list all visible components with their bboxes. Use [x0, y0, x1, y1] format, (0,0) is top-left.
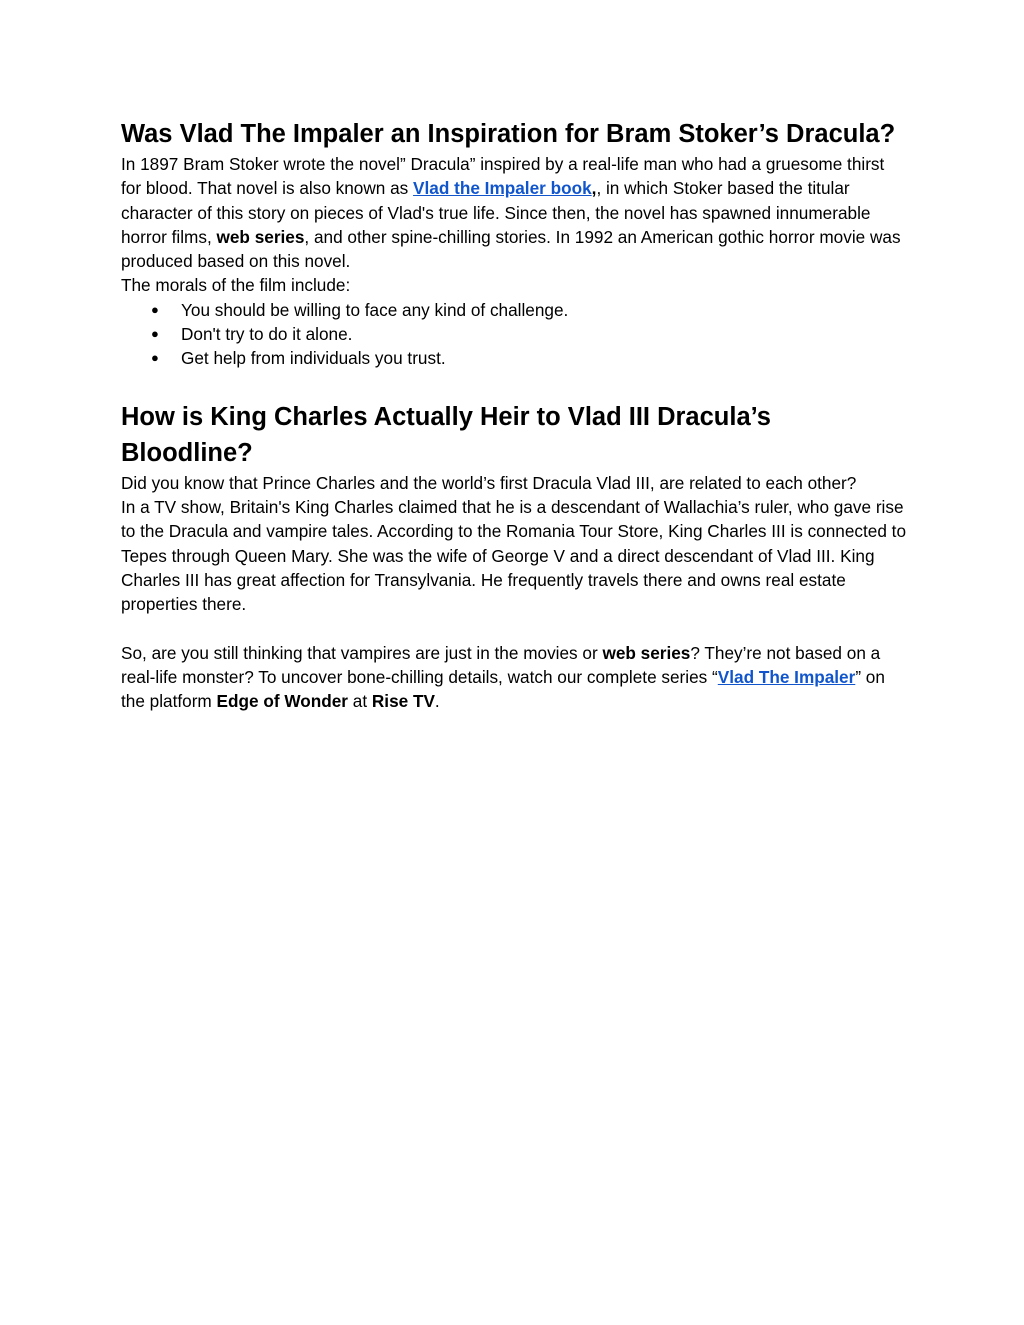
list-item	[121, 298, 906, 322]
paragraph-prince-charles-question: Did you know that Prince Charles and the world’s first Dracula Vlad III, are related to each other?	[121, 472, 857, 493]
paragraph-tv-show: In a TV show, Britain's King Charles claimed that he is a descendant of Wallachia’s ruler, who gave rise to the Dracula and vampire tales. According to the Romania Tour Store, King Charles III is connected to Tepes through Queen Mary. She was the wife of George V and a direct descendant of Vlad III. King Charles III has great affection for Transylvania. He frequently travels there and owns real estate properties there.	[121, 496, 906, 615]
link-vlad-impaler-book[interactable]: Vlad the Impaler book	[413, 178, 592, 199]
bullet-icon: ●	[151, 326, 159, 342]
paragraph-bram-stoker	[121, 152, 906, 273]
bold-edge-of-wonder: Edge of Wonder	[216, 691, 348, 712]
paragraph-closing	[121, 641, 906, 714]
document-page	[121, 116, 906, 714]
list-item-text: Get help from individuals you trust.	[181, 348, 446, 369]
text-run: ? They’re not based on a real-life monster? To uncover bone-chilling details, watch our complete series “	[121, 642, 881, 688]
bullet-icon: ●	[151, 301, 159, 317]
list-item-text: Don't try to do it alone.	[181, 324, 353, 345]
text-run: at	[347, 691, 372, 712]
bold-text: ,	[591, 178, 597, 199]
text-run: ” on the platform	[121, 667, 885, 712]
paragraph-spacer	[121, 616, 906, 640]
bold-rise-tv: Rise TV	[371, 691, 435, 712]
link-vlad-the-impaler-series[interactable]: Vlad The Impaler	[717, 667, 856, 688]
section-heading-vlad-inspiration: Was Vlad The Impaler an Inspiration for Bram Stoker’s Dracula?	[121, 120, 896, 148]
text-run: So, are you still thinking that vampires are just in the movies or	[121, 642, 603, 663]
bullet-icon: ●	[151, 350, 159, 366]
list-item	[121, 322, 906, 346]
list-item	[121, 346, 906, 370]
text-run: In 1897 Bram Stoker wrote the novel” Dracula” inspired by a real-life man who had a gruesome thirst for blood. That novel is also known as	[121, 154, 885, 199]
morals-list	[121, 298, 906, 371]
bold-web-series: web series	[216, 226, 305, 247]
text-run: , and other spine-chilling stories. In 1992 an American gothic horror movie was produced based on this novel.	[121, 226, 901, 272]
section-spacer	[121, 371, 906, 399]
list-item-text: You should be willing to face any kind of challenge.	[181, 299, 569, 320]
bold-web-series: web series	[602, 642, 691, 663]
text-run: .	[434, 691, 440, 712]
section-heading-king-charles: How is King Charles Actually Heir to Vlad III Dracula’s Bloodline?	[121, 402, 771, 467]
paragraph-morals-intro: The morals of the film include:	[121, 275, 351, 296]
text-run: , in which Stoker based the titular character of this story on pieces of Vlad's true life. Since then, the novel has spawned innumerable horror films,	[121, 178, 871, 247]
